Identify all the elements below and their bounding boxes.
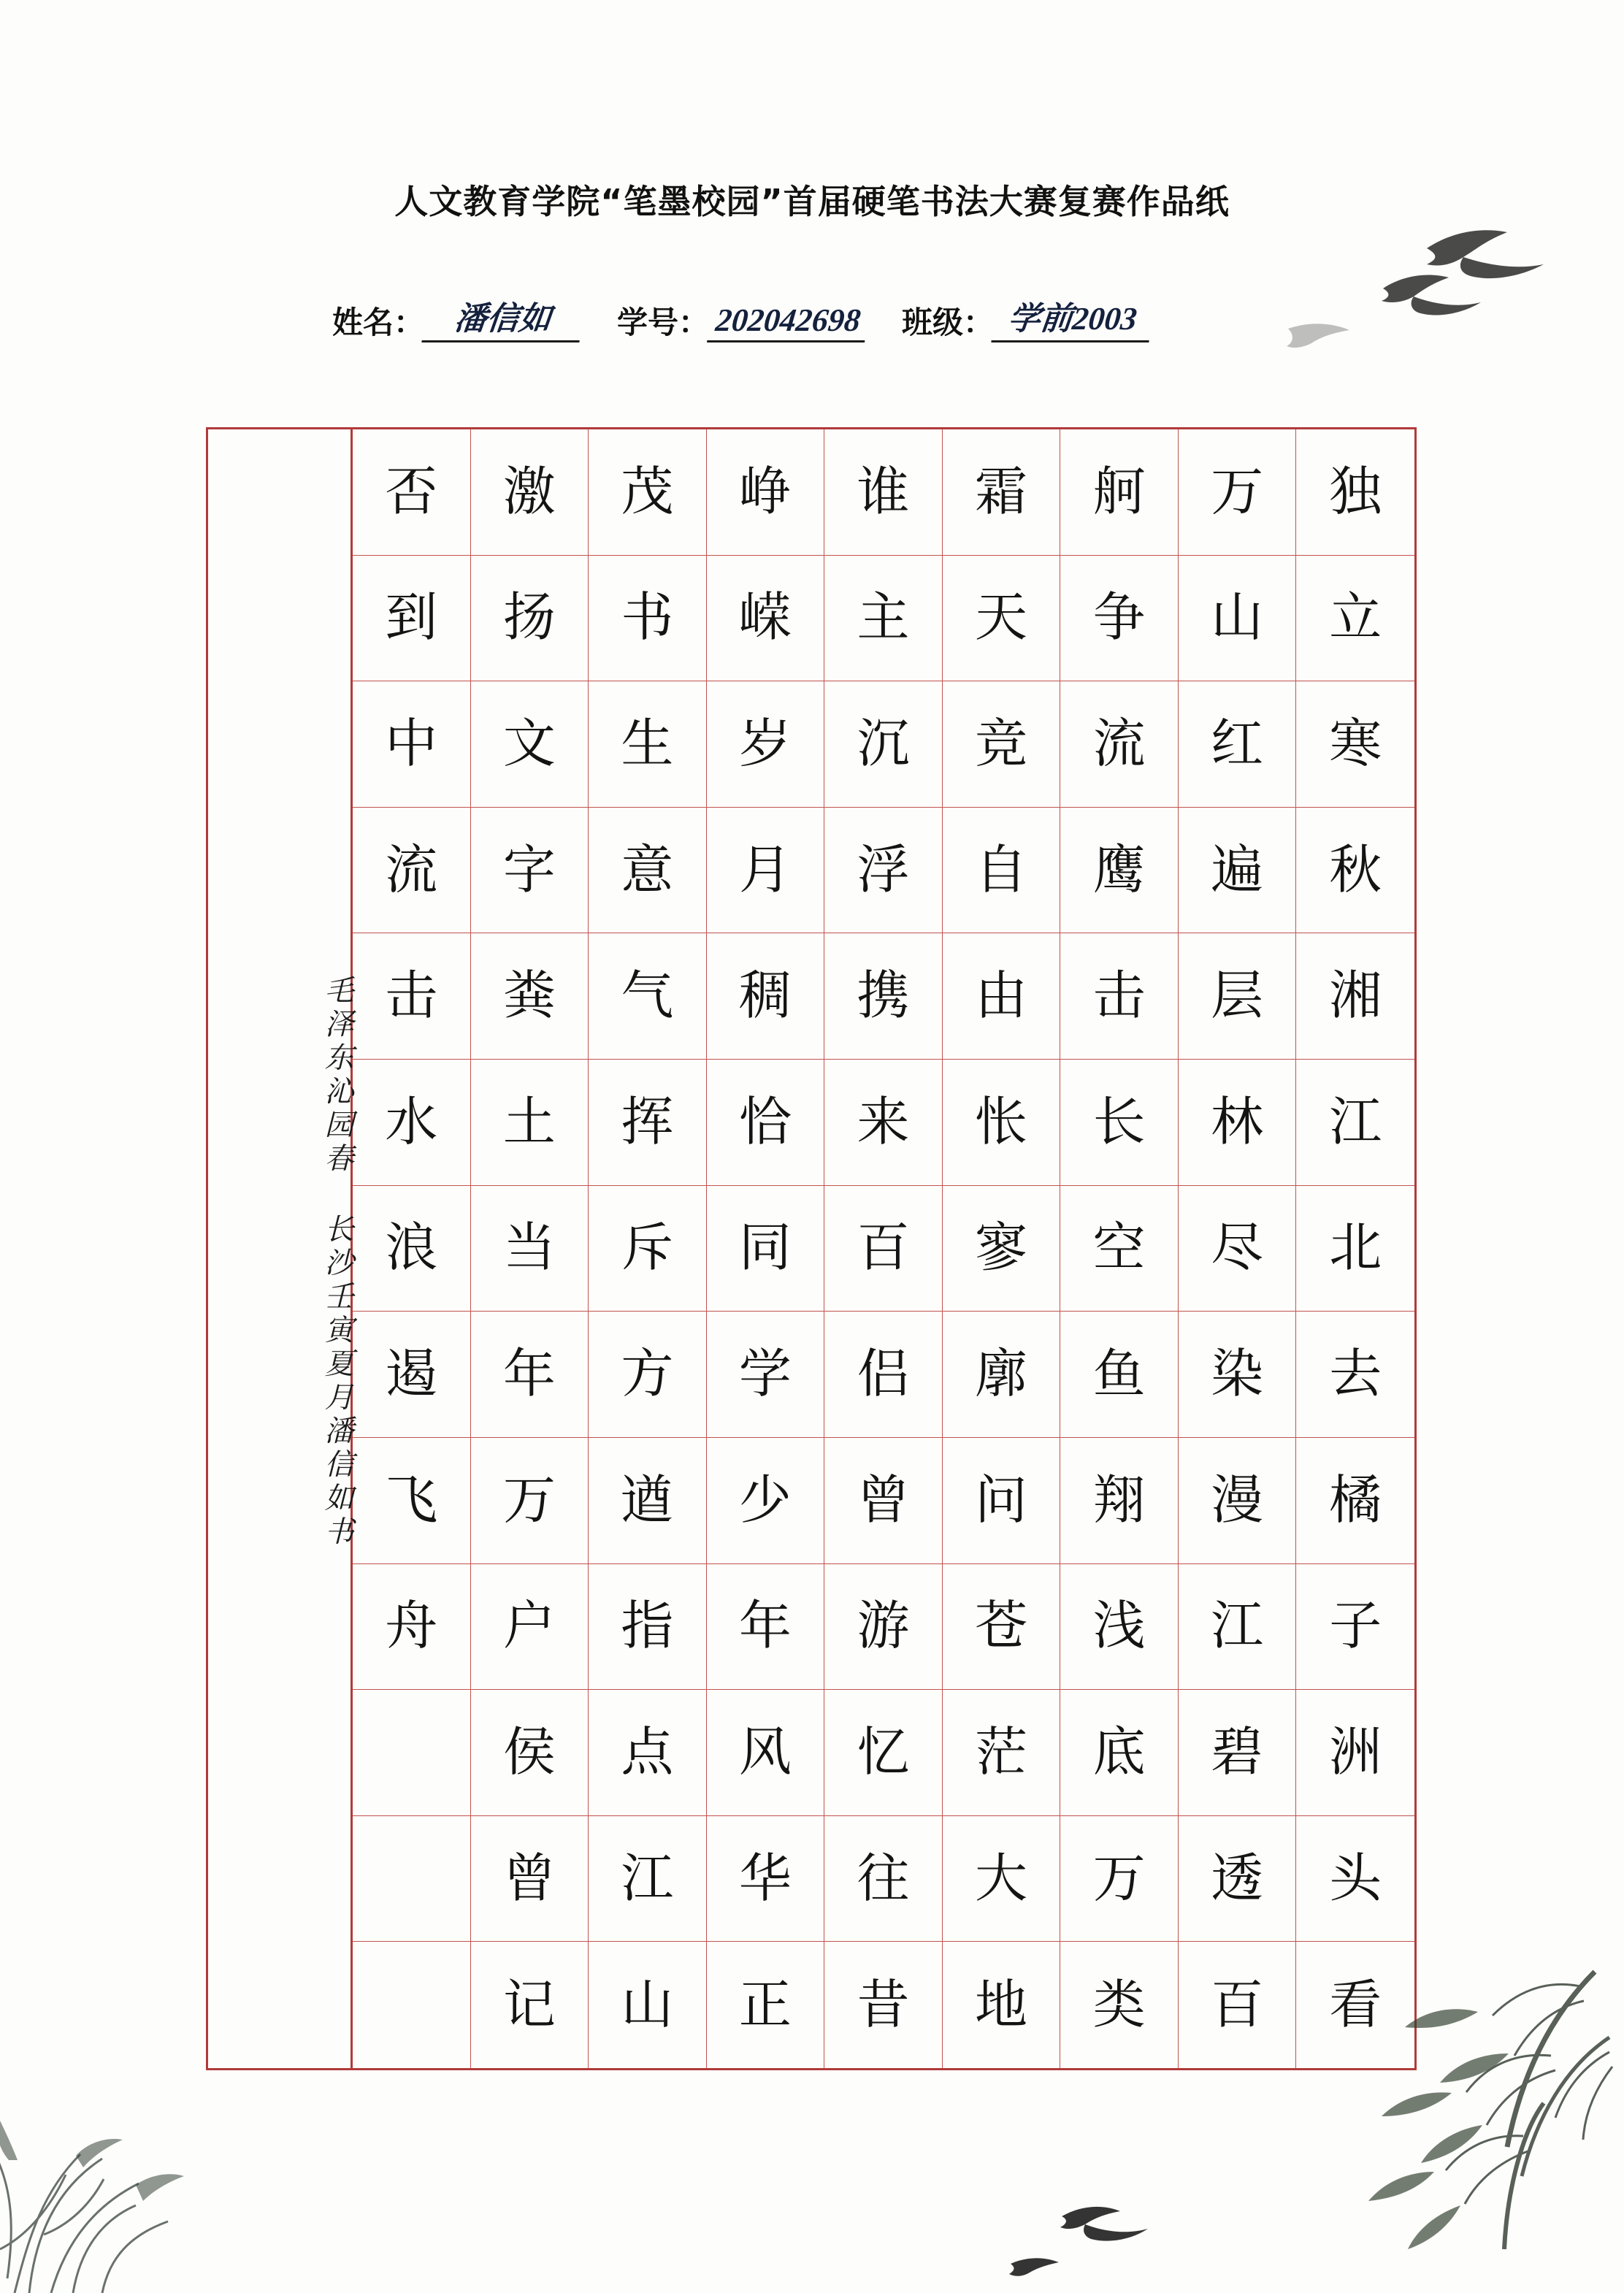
grid-cell[interactable]: 主: [824, 556, 943, 682]
grid-cell[interactable]: 风: [707, 1690, 825, 1816]
grid-cell[interactable]: 百: [1179, 1942, 1297, 2068]
grid-cell[interactable]: 稠: [707, 933, 825, 1060]
inscription-text: 毛泽东沁园春 长沙壬寅夏月潘信如书: [321, 974, 353, 1550]
grid-cell[interactable]: 年: [707, 1564, 825, 1691]
grid-cell[interactable]: 空: [1060, 1186, 1179, 1312]
grid-cell[interactable]: 指: [589, 1564, 707, 1691]
grid-cell[interactable]: 忆: [824, 1690, 943, 1816]
grid-cell[interactable]: 看: [1329, 1975, 1382, 2034]
grid-cell[interactable]: 立: [1296, 556, 1414, 682]
grid-cell[interactable]: 遒: [589, 1438, 707, 1564]
page-title: 人文教育学院“笔墨校园”首届硬笔书法大赛复赛作品纸: [394, 182, 1230, 221]
grid-cell[interactable]: 万: [1179, 429, 1297, 556]
grid-cell[interactable]: 江: [1179, 1564, 1297, 1691]
grid-cell[interactable]: 否: [353, 429, 471, 556]
grid-cell[interactable]: 百: [824, 1186, 943, 1312]
grid-cell[interactable]: 昔: [824, 1942, 943, 2068]
grid-cell[interactable]: 山: [589, 1942, 707, 2068]
grid-cell[interactable]: 透: [1179, 1816, 1297, 1942]
name-value[interactable]: 潘信如: [421, 292, 584, 342]
grid-cell[interactable]: 来: [824, 1060, 943, 1186]
grid-cell[interactable]: 自: [943, 808, 1061, 934]
grid-cell[interactable]: 万: [471, 1438, 589, 1564]
grid-cell[interactable]: 意: [589, 808, 707, 934]
grid-cell[interactable]: 气: [589, 933, 707, 1060]
grid-cell[interactable]: 点: [589, 1690, 707, 1816]
grid-cell[interactable]: 曾: [471, 1816, 589, 1942]
grid-cell[interactable]: 谁: [824, 429, 943, 556]
class-label: 班级：: [902, 305, 995, 340]
grid-cell[interactable]: 扬: [471, 556, 589, 682]
grid-cell[interactable]: 碧: [1179, 1690, 1297, 1816]
grid-cell[interactable]: 漫: [1179, 1438, 1297, 1564]
grid-cell[interactable]: 文: [471, 681, 589, 808]
grid-cell[interactable]: 寒: [1296, 681, 1414, 808]
grid-cell[interactable]: 去: [1296, 1312, 1414, 1438]
grid-cell[interactable]: 少: [707, 1438, 825, 1564]
student-info-row: [332, 292, 1152, 342]
ink-birds-icon: [1244, 219, 1580, 387]
grid-cell[interactable]: 问: [943, 1438, 1061, 1564]
grid-cell[interactable]: 流: [353, 808, 471, 934]
grid-cell[interactable]: 长: [1060, 1060, 1179, 1186]
grid-cell[interactable]: 寥: [943, 1186, 1061, 1312]
grid-cell[interactable]: 遍: [1179, 808, 1297, 934]
grid-cell[interactable]: 洲: [1296, 1690, 1414, 1816]
grid-cell[interactable]: 霜: [943, 429, 1061, 556]
calligraphy-grid: [206, 427, 1417, 2070]
grid-cell[interactable]: 浮: [824, 808, 943, 934]
grid-cell[interactable]: 红: [1179, 681, 1297, 808]
grid-cell[interactable]: 浪: [353, 1186, 471, 1312]
grid-cell[interactable]: 舟: [353, 1564, 471, 1691]
grid-cell[interactable]: 子: [1296, 1564, 1414, 1691]
grid-cell[interactable]: 类: [1060, 1942, 1179, 2068]
grid-cell[interactable]: 林: [1179, 1060, 1297, 1186]
grid-cell-empty[interactable]: [353, 1690, 471, 1816]
grid-cell[interactable]: 中: [353, 681, 471, 808]
grid-cell[interactable]: 舸: [1060, 429, 1179, 556]
grid-cell[interactable]: 地: [943, 1942, 1061, 2068]
grid-cell[interactable]: 土: [471, 1060, 589, 1186]
grid-cell[interactable]: 尽: [1179, 1186, 1297, 1312]
grid-cell-empty[interactable]: [353, 1816, 471, 1942]
grid-cell[interactable]: 到: [353, 556, 471, 682]
grid-cell[interactable]: 生: [589, 681, 707, 808]
grid-cell[interactable]: 底: [1060, 1690, 1179, 1816]
grid-cell[interactable]: 击: [353, 933, 471, 1060]
grid-cell[interactable]: 侯: [471, 1690, 589, 1816]
grid-cell[interactable]: 江: [1296, 1060, 1414, 1186]
grid-cell[interactable]: 怅: [943, 1060, 1061, 1186]
grid-cell[interactable]: 岁: [707, 681, 825, 808]
grid-cell[interactable]: 鹰: [1060, 808, 1179, 934]
grid-cell[interactable]: 游: [824, 1564, 943, 1691]
grid-cell[interactable]: 户: [471, 1564, 589, 1691]
grid-cell[interactable]: 苍: [943, 1564, 1061, 1691]
grid-cell[interactable]: 湘: [1296, 933, 1414, 1060]
grid-cell[interactable]: 鱼: [1060, 1312, 1179, 1438]
grid-cell[interactable]: 独: [1296, 429, 1414, 556]
grid-cell[interactable]: 方: [589, 1312, 707, 1438]
grid-cell[interactable]: 挥: [589, 1060, 707, 1186]
class-value[interactable]: 学前2003: [991, 292, 1154, 342]
grid-cell[interactable]: 飞: [353, 1438, 471, 1564]
grid-cell[interactable]: 粪: [471, 933, 589, 1060]
grid-cell[interactable]: 染: [1179, 1312, 1297, 1438]
grid-cell[interactable]: 侣: [824, 1312, 943, 1438]
character-cells: [353, 429, 1414, 2068]
grid-cell[interactable]: 学: [707, 1312, 825, 1438]
grid-cell[interactable]: 嵘: [707, 556, 825, 682]
student-id-value[interactable]: 202042698: [707, 302, 869, 342]
grid-cell[interactable]: 秋: [1296, 808, 1414, 934]
grid-cell[interactable]: 橘: [1296, 1438, 1414, 1564]
grid-cell[interactable]: 翔: [1060, 1438, 1179, 1564]
grid-cell[interactable]: 茂: [589, 429, 707, 556]
grid-cell[interactable]: 正: [707, 1942, 825, 2068]
grid-cell[interactable]: 字: [471, 808, 589, 934]
grid-cell[interactable]: 竞: [943, 681, 1061, 808]
grid-cell[interactable]: 浅: [1060, 1564, 1179, 1691]
grid-cell[interactable]: 峥: [707, 429, 825, 556]
grid-cell[interactable]: 遏: [353, 1312, 471, 1438]
grid-cell[interactable]: 流: [1060, 681, 1179, 808]
grid-cell[interactable]: 往: [824, 1816, 943, 1942]
grid-cell[interactable]: 层: [1179, 933, 1297, 1060]
grid-cell[interactable]: 大: [943, 1816, 1061, 1942]
grid-cell[interactable]: 山: [1179, 556, 1297, 682]
grid-cell[interactable]: 当: [471, 1186, 589, 1312]
grid-cell[interactable]: 激: [471, 429, 589, 556]
grid-cell[interactable]: 茫: [943, 1690, 1061, 1816]
grid-cell[interactable]: 斥: [589, 1186, 707, 1312]
grid-cell[interactable]: 沉: [824, 681, 943, 808]
grid-cell[interactable]: 恰: [707, 1060, 825, 1186]
grid-cell[interactable]: 江: [589, 1816, 707, 1942]
grid-cell[interactable]: 携: [824, 933, 943, 1060]
grid-cell[interactable]: 争: [1060, 556, 1179, 682]
grid-cell[interactable]: 天: [943, 556, 1061, 682]
inscription-column: [208, 429, 353, 2068]
grid-cell[interactable]: 记: [471, 1942, 589, 2068]
grid-cell[interactable]: 头: [1296, 1816, 1414, 1942]
grid-cell[interactable]: 万: [1060, 1816, 1179, 1942]
grid-cell[interactable]: 曾: [824, 1438, 943, 1564]
grid-cell[interactable]: 同: [707, 1186, 825, 1312]
name-label: 姓名：: [332, 305, 425, 340]
grid-cell[interactable]: 廓: [943, 1312, 1061, 1438]
grid-cell[interactable]: 击: [1060, 933, 1179, 1060]
student-id-label: 学号：: [617, 305, 710, 340]
grid-cell-empty[interactable]: [353, 1942, 471, 2068]
grid-cell[interactable]: 水: [353, 1060, 471, 1186]
grid-cell[interactable]: 华: [707, 1816, 825, 1942]
grid-cell[interactable]: 书: [589, 556, 707, 682]
grid-cell[interactable]: 北: [1296, 1186, 1414, 1312]
grid-cell[interactable]: 月: [707, 808, 825, 934]
grid-cell[interactable]: 由: [943, 933, 1061, 1060]
grid-cell[interactable]: 年: [471, 1312, 589, 1438]
